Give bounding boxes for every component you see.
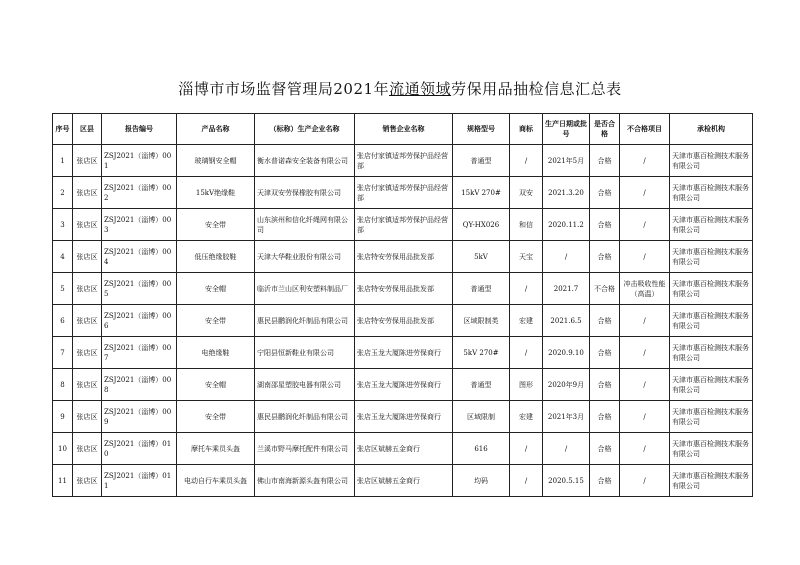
table-cell: 张店区 xyxy=(73,209,102,241)
table-row xyxy=(53,177,753,209)
table-cell: 天津市惠百检测技术服务有限公司 xyxy=(670,401,753,433)
table-cell: 4 xyxy=(53,241,73,273)
table-row xyxy=(53,273,753,305)
table-cell: 天津双安劳保橡胶有限公司 xyxy=(255,177,355,209)
table-cell: 电绝缘鞋 xyxy=(177,337,255,369)
table-cell: / xyxy=(510,273,543,305)
column-header: 商标 xyxy=(510,114,543,145)
table-cell: 天津市惠百检测技术服务有限公司 xyxy=(670,241,753,273)
table-cell: 张店付家镇适邦劳保护品经营部 xyxy=(355,209,453,241)
table-cell: ZSJ2021（淄博）010 xyxy=(102,433,177,465)
table-cell: 惠民县鹏润化纤制品有限公司 xyxy=(255,401,355,433)
table-cell: 张店区斌赫五金商行 xyxy=(355,465,453,497)
table-row xyxy=(53,241,753,273)
column-header: 报告编号 xyxy=(102,114,177,145)
column-header: 销售企业名称 xyxy=(355,114,453,145)
column-header: 规格型号 xyxy=(453,114,510,145)
title-underlined: 流通领域 xyxy=(389,80,452,98)
table-cell: ZSJ2021（淄博）005 xyxy=(102,273,177,305)
table-cell: / xyxy=(620,241,670,273)
title-suffix: 劳保用品抽检信息汇总表 xyxy=(451,80,622,98)
table-cell: / xyxy=(620,145,670,177)
table-cell: 2021.3.20 xyxy=(543,177,590,209)
page-title xyxy=(0,78,800,99)
table-cell: 张店区 xyxy=(73,177,102,209)
column-header: 是否合格 xyxy=(590,114,620,145)
column-header: 产品名称 xyxy=(177,114,255,145)
table-cell: / xyxy=(620,305,670,337)
table-cell: 张店玉龙大厦陈进劳保商行 xyxy=(355,369,453,401)
table-cell: / xyxy=(620,209,670,241)
table-cell: 天津市惠百检测技术服务有限公司 xyxy=(670,465,753,497)
table-cell: / xyxy=(510,337,543,369)
table-cell: 合格 xyxy=(590,241,620,273)
table-cell: 15kV绝缘鞋 xyxy=(177,177,255,209)
table-cell: 合格 xyxy=(590,177,620,209)
table-cell: / xyxy=(620,369,670,401)
table-cell: 2021.6.5 xyxy=(543,305,590,337)
table-cell: 普通型 xyxy=(453,145,510,177)
table-cell: 天津市惠百检测技术服务有限公司 xyxy=(670,337,753,369)
table-cell: 张店区 xyxy=(73,305,102,337)
table-cell: 15kV 270# xyxy=(453,177,510,209)
table-cell: 张店玉龙大厦陈进劳保商行 xyxy=(355,337,453,369)
table-cell: ZSJ2021（淄博）008 xyxy=(102,369,177,401)
table-cell: 合格 xyxy=(590,433,620,465)
table-cell: 宏建 xyxy=(510,401,543,433)
table-cell: 安全带 xyxy=(177,305,255,337)
table-cell: 11 xyxy=(53,465,73,497)
table-cell: 摩托车乘员头盔 xyxy=(177,433,255,465)
table-row xyxy=(53,465,753,497)
table-cell: 图形 xyxy=(510,369,543,401)
table-cell: 临沂市兰山区利安塑料制品厂 xyxy=(255,273,355,305)
table-cell: 8 xyxy=(53,369,73,401)
table-cell: 张店付家镇适邦劳保护品经营部 xyxy=(355,145,453,177)
table-cell: 3 xyxy=(53,209,73,241)
table-cell: 2020.9.10 xyxy=(543,337,590,369)
table-cell: 张店区 xyxy=(73,369,102,401)
table-cell: 6 xyxy=(53,305,73,337)
table-cell: 区域限制类 xyxy=(453,305,510,337)
table-cell: ZSJ2021（淄博）001 xyxy=(102,145,177,177)
table-row xyxy=(53,369,753,401)
table-cell: 宁阳县恒新鞋业有限公司 xyxy=(255,337,355,369)
table-cell: 天津大华鞋业股份有限公司 xyxy=(255,241,355,273)
table-cell: 2 xyxy=(53,177,73,209)
table-cell: 10 xyxy=(53,433,73,465)
table-cell: 双安 xyxy=(510,177,543,209)
table-cell: 张店区 xyxy=(73,145,102,177)
table-row xyxy=(53,337,753,369)
inspection-summary-table xyxy=(52,113,753,497)
table-cell: 电动自行车乘员头盔 xyxy=(177,465,255,497)
table-cell: 1 xyxy=(53,145,73,177)
column-header: 承检机构 xyxy=(670,114,753,145)
table-row xyxy=(53,145,753,177)
table-cell: 合格 xyxy=(590,369,620,401)
table-cell: 2020年9月 xyxy=(543,369,590,401)
table-cell: 合格 xyxy=(590,337,620,369)
table-cell: 合格 xyxy=(590,401,620,433)
table-cell: 张店区 xyxy=(73,433,102,465)
table-cell: 天津市惠百检测技术服务有限公司 xyxy=(670,209,753,241)
table-cell: 宏建 xyxy=(510,305,543,337)
table-header-row xyxy=(53,114,753,145)
table-cell: 张店区 xyxy=(73,273,102,305)
table-cell: 天津市惠百检测技术服务有限公司 xyxy=(670,273,753,305)
table-cell: / xyxy=(510,145,543,177)
table-cell: ZSJ2021（淄博）002 xyxy=(102,177,177,209)
table-cell: 普通型 xyxy=(453,369,510,401)
column-header: 区县 xyxy=(73,114,102,145)
table-cell: / xyxy=(620,401,670,433)
table-cell: 616 xyxy=(453,433,510,465)
table-cell: 安全带 xyxy=(177,209,255,241)
table-row xyxy=(53,305,753,337)
table-cell: ZSJ2021（淄博）007 xyxy=(102,337,177,369)
table-cell: 张店区 xyxy=(73,465,102,497)
table-cell: / xyxy=(543,433,590,465)
table-cell: 2021年5月 xyxy=(543,145,590,177)
table-cell: 张店特安劳保用品批发部 xyxy=(355,273,453,305)
table-cell: / xyxy=(620,177,670,209)
table-cell: 惠民县鹏润化纤制品有限公司 xyxy=(255,305,355,337)
table-cell: 2020.5.15 xyxy=(543,465,590,497)
table-cell: 区域限制 xyxy=(453,401,510,433)
table-cell: 5kV xyxy=(453,241,510,273)
table-cell: / xyxy=(620,433,670,465)
table-cell: 9 xyxy=(53,401,73,433)
table-cell: 普通型 xyxy=(453,273,510,305)
table-cell: 5 xyxy=(53,273,73,305)
table-cell: 张店玉龙大厦陈进劳保商行 xyxy=(355,401,453,433)
table-cell: 佛山市南海新源头盔有限公司 xyxy=(255,465,355,497)
table-cell: 天津市惠百检测技术服务有限公司 xyxy=(670,145,753,177)
table-cell: 5kV 270# xyxy=(453,337,510,369)
table-cell: 冲击吸收性能（高温） xyxy=(620,273,670,305)
table-cell: 张店付家镇适邦劳保护品经营部 xyxy=(355,177,453,209)
table-cell: 张店特安劳保用品批发部 xyxy=(355,241,453,273)
table-cell: 山东滨州和信化纤绳网有限公司 xyxy=(255,209,355,241)
table-cell: QY-HX026 xyxy=(453,209,510,241)
title-prefix: 淄博市市场监督管理局2021年 xyxy=(178,80,390,98)
table-cell: ZSJ2021（淄博）009 xyxy=(102,401,177,433)
column-header: 序号 xyxy=(53,114,73,145)
table-cell: / xyxy=(510,433,543,465)
column-header: 生产日期或批号 xyxy=(543,114,590,145)
table-cell: 合格 xyxy=(590,465,620,497)
table-row xyxy=(53,209,753,241)
table-cell: 张店特安劳保用品批发部 xyxy=(355,305,453,337)
table-cell: 安全帽 xyxy=(177,273,255,305)
table-cell: 低压绝缘胶鞋 xyxy=(177,241,255,273)
table-cell: / xyxy=(620,337,670,369)
table-cell: 张店区 xyxy=(73,401,102,433)
table-cell: 不合格 xyxy=(590,273,620,305)
table-cell: 2021.7 xyxy=(543,273,590,305)
table-cell: 2020.11.2 xyxy=(543,209,590,241)
column-header: 不合格项目 xyxy=(620,114,670,145)
table-cell: ZSJ2021（淄博）004 xyxy=(102,241,177,273)
table-cell: / xyxy=(543,241,590,273)
table-cell: 张店区 xyxy=(73,241,102,273)
table-row xyxy=(53,433,753,465)
table-cell: 7 xyxy=(53,337,73,369)
table-cell: 安全帽 xyxy=(177,369,255,401)
table-cell: 湖南邵星塑胶电器有限公司 xyxy=(255,369,355,401)
table-cell: / xyxy=(510,465,543,497)
table-cell: 天津市惠百检测技术服务有限公司 xyxy=(670,433,753,465)
table-cell: 天津市惠百检测技术服务有限公司 xyxy=(670,177,753,209)
table-cell: 衡水普诺森安全装备有限公司 xyxy=(255,145,355,177)
table-cell: ZSJ2021（淄博）006 xyxy=(102,305,177,337)
table-cell: 天津市惠百检测技术服务有限公司 xyxy=(670,369,753,401)
table-cell: 合格 xyxy=(590,145,620,177)
table-cell: 安全带 xyxy=(177,401,255,433)
table-cell: 兰溪市野马摩托配件有限公司 xyxy=(255,433,355,465)
table-cell: 合格 xyxy=(590,209,620,241)
table-cell: 均码 xyxy=(453,465,510,497)
table-cell: 2021年3月 xyxy=(543,401,590,433)
table-cell: ZSJ2021（淄博）011 xyxy=(102,465,177,497)
table-cell: 和信 xyxy=(510,209,543,241)
table-cell: 合格 xyxy=(590,305,620,337)
column-header: （标称）生产企业名称 xyxy=(255,114,355,145)
table-cell: 天宝 xyxy=(510,241,543,273)
table-cell: 张店区斌赫五金商行 xyxy=(355,433,453,465)
table-row xyxy=(53,401,753,433)
table-cell: ZSJ2021（淄博）003 xyxy=(102,209,177,241)
table-cell: / xyxy=(620,465,670,497)
table-cell: 天津市惠百检测技术服务有限公司 xyxy=(670,305,753,337)
table-cell: 玻璃钢安全帽 xyxy=(177,145,255,177)
table-cell: 张店区 xyxy=(73,337,102,369)
